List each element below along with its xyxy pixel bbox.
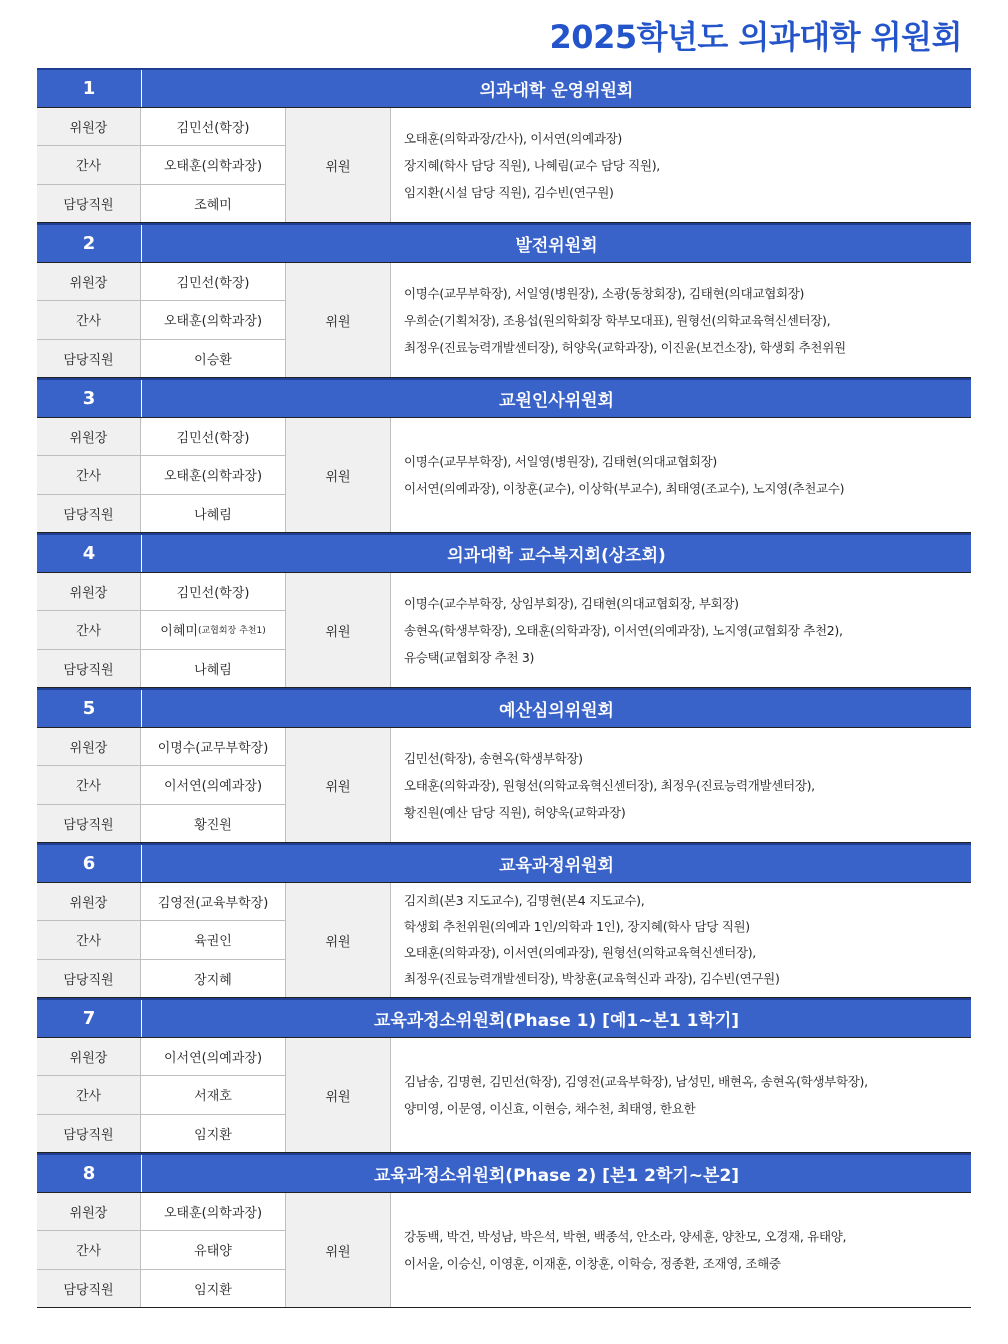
officers-column [141,263,286,377]
secretary-note: (교협회장 추천1) [197,626,266,637]
committee-number: 1 [37,70,142,107]
role-label-chair: 위원장 [37,728,141,766]
member-line: 오태훈(의학과장), 이서연(의예과장), 원형선(의학교육혁신센터장), [404,945,756,960]
role-label-secretary: 간사 [37,1076,141,1114]
chair-name: 김민선(학장) [141,108,286,146]
members-label: 위원 [286,108,391,222]
members-list [391,573,971,687]
role-label-chair: 위원장 [37,418,141,456]
member-line: 최정우(진료능력개발센터장), 허양욱(교학과장), 이진윤(보건소장), 학생회 추천위원 [404,339,846,355]
committee-block [37,223,971,378]
role-label-chair: 위원장 [37,1193,141,1231]
member-line: 오태훈(의학과장), 원형선(의학교육혁신센터장), 최정우(진료능력개발센터장), [404,777,815,793]
staff-name: 나혜림 [141,495,286,532]
committee-header [37,68,971,107]
staff-name: 이승환 [141,340,286,377]
officers-column [141,728,286,842]
members-list [391,418,971,532]
members-list [391,1193,971,1307]
committee-name: 발전위원회 [515,236,598,256]
committee-block [37,998,971,1153]
secretary-name [141,921,286,959]
chair-name: 김민선(학장) [141,573,286,611]
role-label-secretary: 간사 [37,456,141,494]
member-line: 김민선(학장), 송현옥(학생부학장) [404,750,583,766]
member-line: 학생회 추천위원(의예과 1인/의학과 1인), 장지혜(학사 담당 직원) [404,919,750,934]
secretary-name [141,1231,286,1269]
members-list [391,108,971,222]
committee-number: 3 [37,380,142,417]
staff-name: 임지환 [141,1270,286,1307]
committee-name: 의과대학 교수복지회(상조회) [447,546,666,566]
committee-header [37,998,971,1037]
committee-header [37,223,971,262]
chair-name: 오태훈(의학과장) [141,1193,286,1231]
committee-name: 교육과정소위원회(Phase 2) [본1 2학기~본2] [373,1166,740,1186]
committee-header [37,688,971,727]
committee-name: 교육과정소위원회(Phase 1) [예1~본1 1학기] [373,1011,740,1031]
chair-name: 김영전(교육부학장) [141,883,286,921]
secretary-name [141,1076,286,1114]
members-list [391,728,971,842]
chair-name: 김민선(학장) [141,418,286,456]
secretary-name-text: 이서연(의예과장) [163,779,263,795]
secretary-name-text: 이혜미 [160,624,198,640]
committee-name: 교육과정위원회 [499,856,614,876]
committee-header [37,843,971,882]
role-label-staff: 담당직원 [37,1270,141,1307]
staff-name: 임지환 [141,1115,286,1152]
members-list [391,883,971,997]
committee-body [37,107,971,223]
role-label-staff: 담당직원 [37,650,141,687]
member-line: 이명수(교수부학장, 상임부회장), 김태현(의대교협회장, 부회장) [404,595,739,611]
committee-body [37,262,971,378]
committee-number: 4 [37,535,142,572]
members-label: 위원 [286,418,391,532]
members-label: 위원 [286,1038,391,1152]
committee-header [37,378,971,417]
members-label: 위원 [286,728,391,842]
roles-column [37,883,141,997]
secretary-name-text: 오태훈(의학과장) [163,159,263,175]
secretary-name-text: 오태훈(의학과장) [163,469,263,485]
roles-column [37,418,141,532]
chair-name: 이명수(교무부학장) [141,728,286,766]
committee-block [37,843,971,998]
role-label-chair: 위원장 [37,883,141,921]
committee-body [37,417,971,533]
secretary-name [141,146,286,184]
committee-table [37,68,971,1308]
member-line: 장지혜(학사 담당 직원), 나혜림(교수 담당 직원), [404,157,660,173]
roles-column [37,108,141,222]
member-line: 송현옥(학생부학장), 오태훈(의학과장), 이서연(의예과장), 노지영(교협회장 추천2), [404,622,843,638]
members-label: 위원 [286,883,391,997]
secretary-name-text: 육권인 [194,934,232,950]
committee-block [37,688,971,843]
role-label-chair: 위원장 [37,573,141,611]
roles-column [37,1038,141,1152]
secretary-name [141,301,286,339]
role-label-secretary: 간사 [37,301,141,339]
committee-block [37,533,971,688]
staff-name: 황진원 [141,805,286,842]
committee-body [37,1037,971,1153]
page-title: 2025학년도 의과대학 위원회 [549,18,962,56]
committee-block [37,378,971,533]
role-label-chair: 위원장 [37,263,141,301]
role-label-staff: 담당직원 [37,185,141,222]
chair-name: 김민선(학장) [141,263,286,301]
committee-number: 2 [37,225,142,262]
committee-number: 6 [37,845,142,882]
roles-column [37,573,141,687]
committee-name: 예산심의위원회 [499,701,614,721]
member-line: 최정우(진료능력개발센터장), 박창훈(교육혁신과 과장), 김수빈(연구원) [404,971,780,986]
member-line: 유승택(교협회장 추천 3) [404,649,535,665]
role-label-chair: 위원장 [37,108,141,146]
member-line: 황진원(예산 담당 직원), 허양욱(교학과장) [404,804,626,820]
member-line: 이서울, 이승신, 이영훈, 이재훈, 이창훈, 이학승, 정종환, 조재영, 조해중 [404,1256,781,1271]
staff-name: 나혜림 [141,650,286,687]
member-line: 김지희(본3 지도교수), 김명현(본4 지도교수), [404,893,645,908]
officers-column [141,418,286,532]
member-line: 양미영, 이문영, 이신효, 이현승, 채수천, 최태영, 한요한 [404,1101,696,1116]
role-label-secretary: 간사 [37,1231,141,1269]
role-label-staff: 담당직원 [37,340,141,377]
roles-column [37,263,141,377]
member-line: 강동백, 박건, 박성남, 박은석, 박현, 백종석, 안소라, 양세훈, 양찬모, 오경재, 유태양, [404,1229,847,1244]
committee-body [37,727,971,843]
committee-block [37,1153,971,1308]
committee-name: 교원인사위원회 [499,391,614,411]
secretary-name [141,611,286,649]
officers-column [141,1038,286,1152]
member-line: 김남송, 김명현, 김민선(학장), 김영전(교육부학장), 남성민, 배현옥, 송현옥(학생부학장), [404,1074,868,1089]
members-label: 위원 [286,573,391,687]
officers-column [141,573,286,687]
chair-name: 이서연(의예과장) [141,1038,286,1076]
role-label-staff: 담당직원 [37,805,141,842]
role-label-staff: 담당직원 [37,1115,141,1152]
officers-column [141,1193,286,1307]
committee-name: 의과대학 운영위원회 [479,81,634,101]
role-label-staff: 담당직원 [37,495,141,532]
committee-header [37,533,971,572]
committee-number: 8 [37,1155,142,1192]
role-label-staff: 담당직원 [37,960,141,997]
secretary-name-text: 오태훈(의학과장) [163,314,263,330]
members-list [391,1038,971,1152]
committee-block [37,68,971,223]
committee-body [37,1192,971,1308]
member-line: 임지환(시설 담당 직원), 김수빈(연구원) [404,184,614,200]
officers-column [141,883,286,997]
committee-number: 7 [37,1000,142,1037]
member-line: 오태훈(의학과장/간사), 이서연(의예과장) [404,130,622,146]
committee-number: 5 [37,690,142,727]
member-line: 이명수(교무부학장), 서일영(병원장), 김태현(의대교협회장) [404,454,717,469]
role-label-secretary: 간사 [37,921,141,959]
secretary-name [141,766,286,804]
secretary-name-text: 서재호 [194,1089,232,1105]
member-line: 우희순(기획처장), 조용섭(원의학회장 학부모대표), 원형선(의학교육혁신센터장), [404,312,831,328]
member-line: 이서연(의예과장), 이창훈(교수), 이상학(부교수), 최태영(조교수), 노지영(추천교수) [404,481,845,496]
member-line: 이명수(교무부학장), 서일영(병원장), 소광(동창회장), 김태현(의대교협회장) [404,285,805,301]
role-label-secretary: 간사 [37,146,141,184]
role-label-chair: 위원장 [37,1038,141,1076]
members-label: 위원 [286,263,391,377]
secretary-name-text: 유태양 [194,1244,232,1260]
committee-body [37,572,971,688]
roles-column [37,1193,141,1307]
role-label-secretary: 간사 [37,611,141,649]
committee-header [37,1153,971,1192]
committee-body [37,882,971,998]
members-list [391,263,971,377]
role-label-secretary: 간사 [37,766,141,804]
roles-column [37,728,141,842]
staff-name: 조혜미 [141,185,286,222]
secretary-name [141,456,286,494]
officers-column [141,108,286,222]
members-label: 위원 [286,1193,391,1307]
staff-name: 장지혜 [141,960,286,997]
